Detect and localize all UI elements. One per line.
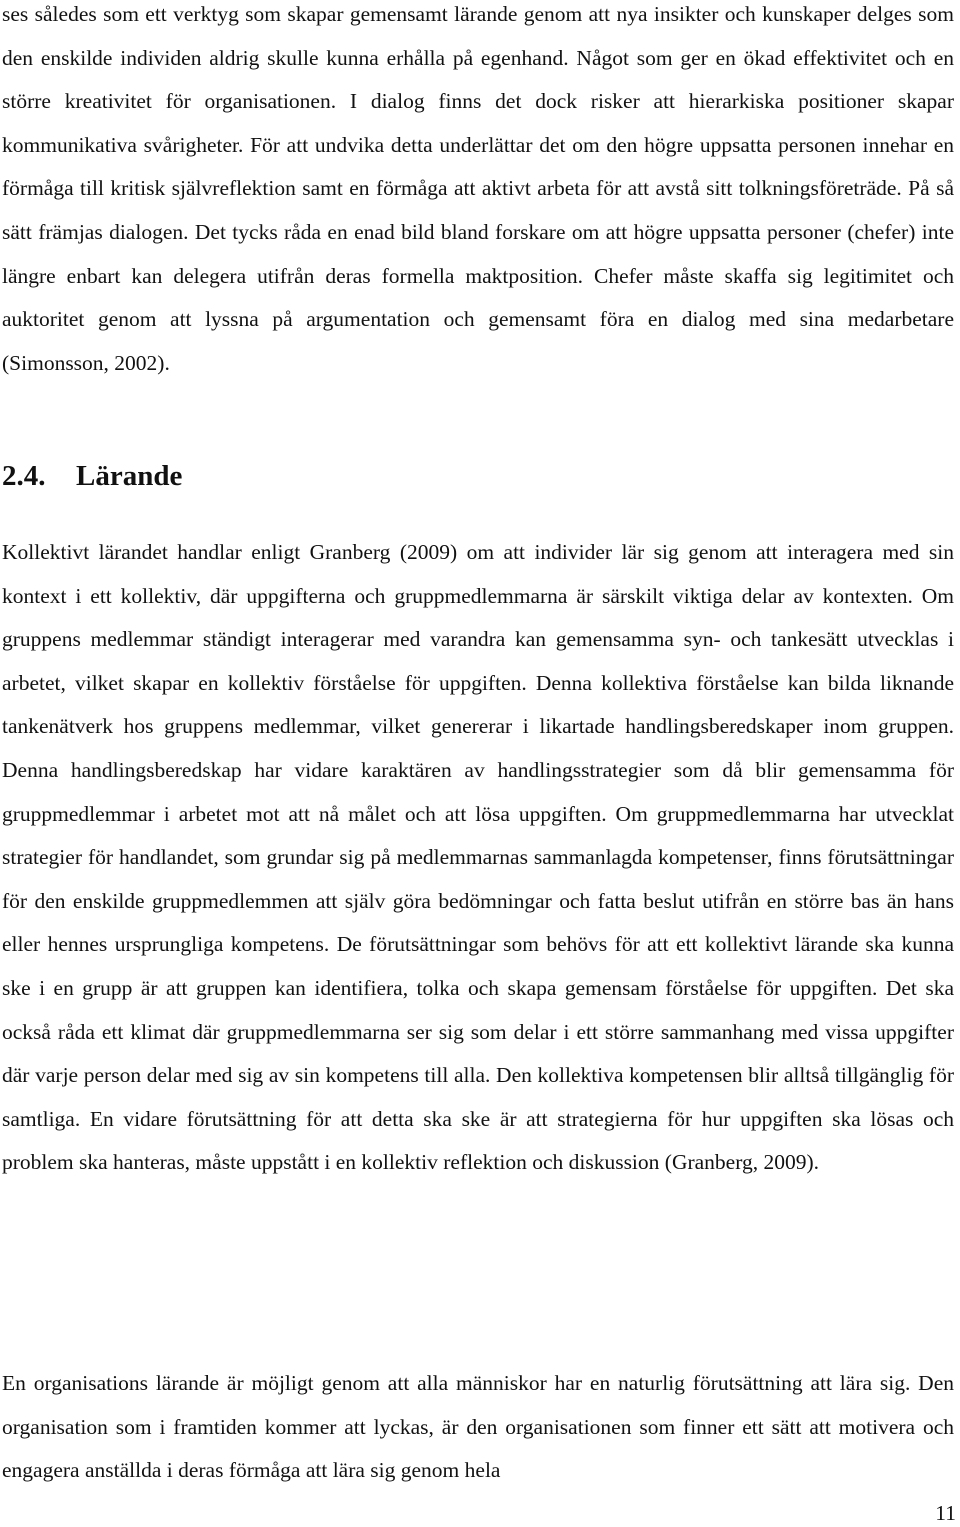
body-paragraph-organisations-larande: En organisations lärande är möjligt genom att alla människor har en naturlig förutsättning att lära sig. Den organisation som i framtiden kommer att lyckas, är den organisationen som finner ett sätt att motivera och engagera anställda i deras förmåga att lära sig genom hela [2, 1371, 954, 1483]
page-number: 11 [935, 1501, 956, 1525]
section-title: Lärande [76, 460, 183, 492]
body-paragraph-kollektivt-larande: Kollektivt lärandet handlar enligt Granberg (2009) om att individer lär sig genom att interagera med sin kontext i ett kollektiv, där uppgifterna och gruppmedlemmarna är särskilt viktiga delar av kontexten. Om gruppens medlemmar ständigt interagerar med varandra kan gemensamma syn- och tankesätt utvecklas i arbetet, vilket skapar en kollektiv förståelse för uppgiften. Denna kollektiva förståelse kan bilda liknande tankenätverk hos gruppens medlemmar, vilket genererar i likartade handlingsberedskaper inom gruppen. Denna handlingsberedskap har vidare karaktären av handlingsstrategier som då blir gemensamma för gruppmedlemmar i arbetet mot att nå målet och att lösa uppgiften. Om gruppmedlemmarna har utvecklat strategier för handlandet, som grundar sig på medlemmarnas sammanlagda kompetenser, finns förutsättningar för den enskilde gruppmedlemmen att själv göra bedömningar och fatta beslut utifrån en större bas än hans eller hennes ursprungliga kompetens. De förutsättningar som behövs för att ett kollektivt lärande ska kunna ske i en grupp är att gruppen kan identifiera, tolka och skapa gemensam förståelse för uppgiften. Det ska också råda ett klimat där gruppmedlemmarna ser sig som delar i ett större sammanhang med vissa uppgifter där varje person delar med sig av sin kompetens till alla. Den kollektiva kompetensen blir alltså tillgänglig för samtliga. En vidare förutsättning för att detta ska ske är att strategierna för hur uppgiften ska lösas och problem ska hanteras, måste uppstått i en kollektiv reflektion och diskussion (Granberg, 2009). [2, 540, 954, 1175]
section-heading [2, 454, 182, 498]
section-number: 2.4. [2, 460, 46, 492]
body-paragraph-dialog: ses således som ett verktyg som skapar gemensamt lärande genom att nya insikter och kunskaper delges som den enskilde individen aldrig skulle kunna erhålla på egenhand. Något som ger en ökad effektivitet och en större kreativitet för organisationen. I dialog finns det dock risker att hierarkiska positioner skapar kommunikativa svårigheter. För att undvika detta underlättar det om den högre uppsatta personen innehar en förmåga till kritisk självreflektion samt en förmåga att aktivt arbeta för att avstå sitt tolkningsföreträde. På så sätt främjas dialogen. Det tycks råda en enad bild bland forskare om att högre uppsatta personer (chefer) inte längre enbart kan delegera utifrån deras formella maktposition. Chefer måste skaffa sig legitimitet och auktoritet genom att lyssna på argumentation och gemensamt föra en dialog med sina medarbetare (Simonsson, 2002). [2, 2, 954, 375]
